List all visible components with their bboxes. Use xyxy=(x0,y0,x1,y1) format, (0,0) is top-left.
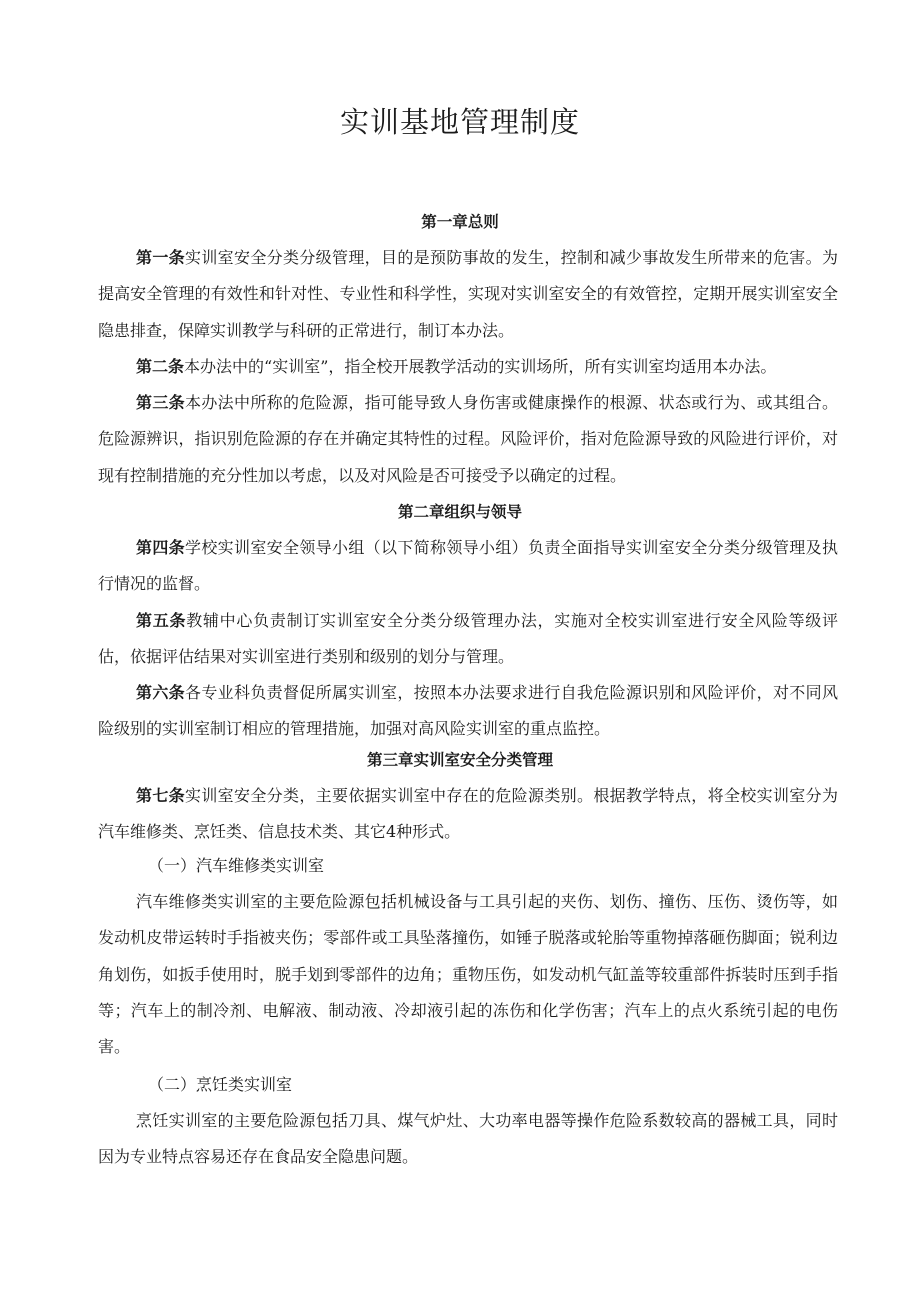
section-heading: （一）汽车维修类实训室 xyxy=(148,856,325,875)
article-text: 实训室安全分类，主要依据实训室中存在的危险源类别。根据教学特点，将全校实训室分为汽车维修类、烹饪类、信息技术类、其它4种形式。 xyxy=(98,786,838,842)
article-paragraph xyxy=(98,675,838,748)
article-label: 第二条 xyxy=(136,357,185,376)
article-text: 各专业科负责督促所属实训室，按照本办法要求进行自我危险源识别和风险评价，对不同风险级别的实训室制订相应的管理措施，加强对高风险实训室的重点监控。 xyxy=(98,683,838,739)
document-title: 实训基地管理制度 xyxy=(339,105,580,139)
article-paragraph xyxy=(98,603,838,676)
article-text: 本办法中所称的危险源，指可能导致人身伤害或健康操作的根源、状态或行为、或其组合。危险源辨识，指识别危险源的存在并确定其特性的过程。风险评价，指对危险源导致的风险进行评价，对现有控制措施的充分性加以考虑，以及对风险是否可接受予以确定的过程。 xyxy=(98,393,838,485)
article-label: 第一条 xyxy=(136,248,185,267)
article-text: 学校实训室安全领导小组（以下简称领导小组）负责全面指导实训室安全分类分级管理及执行情况的监督。 xyxy=(98,538,838,594)
article-paragraph xyxy=(98,778,838,851)
article-label: 第五条 xyxy=(136,611,187,630)
article-paragraph xyxy=(98,349,838,385)
article-text: 教辅中心负责制订实训室安全分类分级管理办法，实施对全校实训室进行安全风险等级评估，依据评估结果对实训室进行类别和级别的划分与管理。 xyxy=(98,611,838,667)
article-paragraph xyxy=(98,385,838,494)
section-paragraph: 烹饪实训室的主要危险源包括刀具、煤气炉灶、大功率电器等操作危险系数较高的器械工具，同时因为专业特点容易还存在食品安全隐患问题。 xyxy=(98,1111,838,1167)
article-paragraph xyxy=(98,240,838,349)
article-label: 第三条 xyxy=(136,393,185,412)
article-paragraph xyxy=(98,530,838,603)
section-heading: （二）烹饪类实训室 xyxy=(148,1075,293,1094)
article-label: 第六条 xyxy=(136,683,185,702)
article-text: 实训室安全分类分级管理，目的是预防事故的发生，控制和减少事故发生所带来的危害。为提高安全管理的有效性和针对性、专业性和科学性，实现对实训室安全的有效管控，定期开展实训室安全隐患排查，保障实训教学与科研的正常进行，制订本办法。 xyxy=(98,248,838,340)
article-label: 第七条 xyxy=(136,786,185,805)
chapter-heading: 第二章组织与领导 xyxy=(397,503,522,521)
article-text: 本办法中的“实训室”，指全校开展教学活动的实训场所，所有实训室均适用本办法。 xyxy=(184,357,777,376)
article-label: 第四条 xyxy=(136,538,185,557)
chapter-heading: 第三章实训室安全分类管理 xyxy=(366,751,553,769)
section-paragraph: 汽车维修类实训室的主要危险源包括机械设备与工具引起的夹伤、划伤、撞伤、压伤、烫伤等，如发动机皮带运转时手指被夹伤；零部件或工具坠落撞伤，如锤子脱落或轮胎等重物掉落砸伤脚面；锐利边角划伤，如扳手使用时，脱手划到零部件的边角；重物压伤，如发动机气缸盖等较重部件拆装时压到手指等；汽车上的制冷剂、电解液、制动液、冷却液引起的冻伤和化学伤害；汽车上的点火系统引起的电伤害。 xyxy=(98,892,838,1057)
chapter-heading: 第一章总则 xyxy=(421,213,499,231)
